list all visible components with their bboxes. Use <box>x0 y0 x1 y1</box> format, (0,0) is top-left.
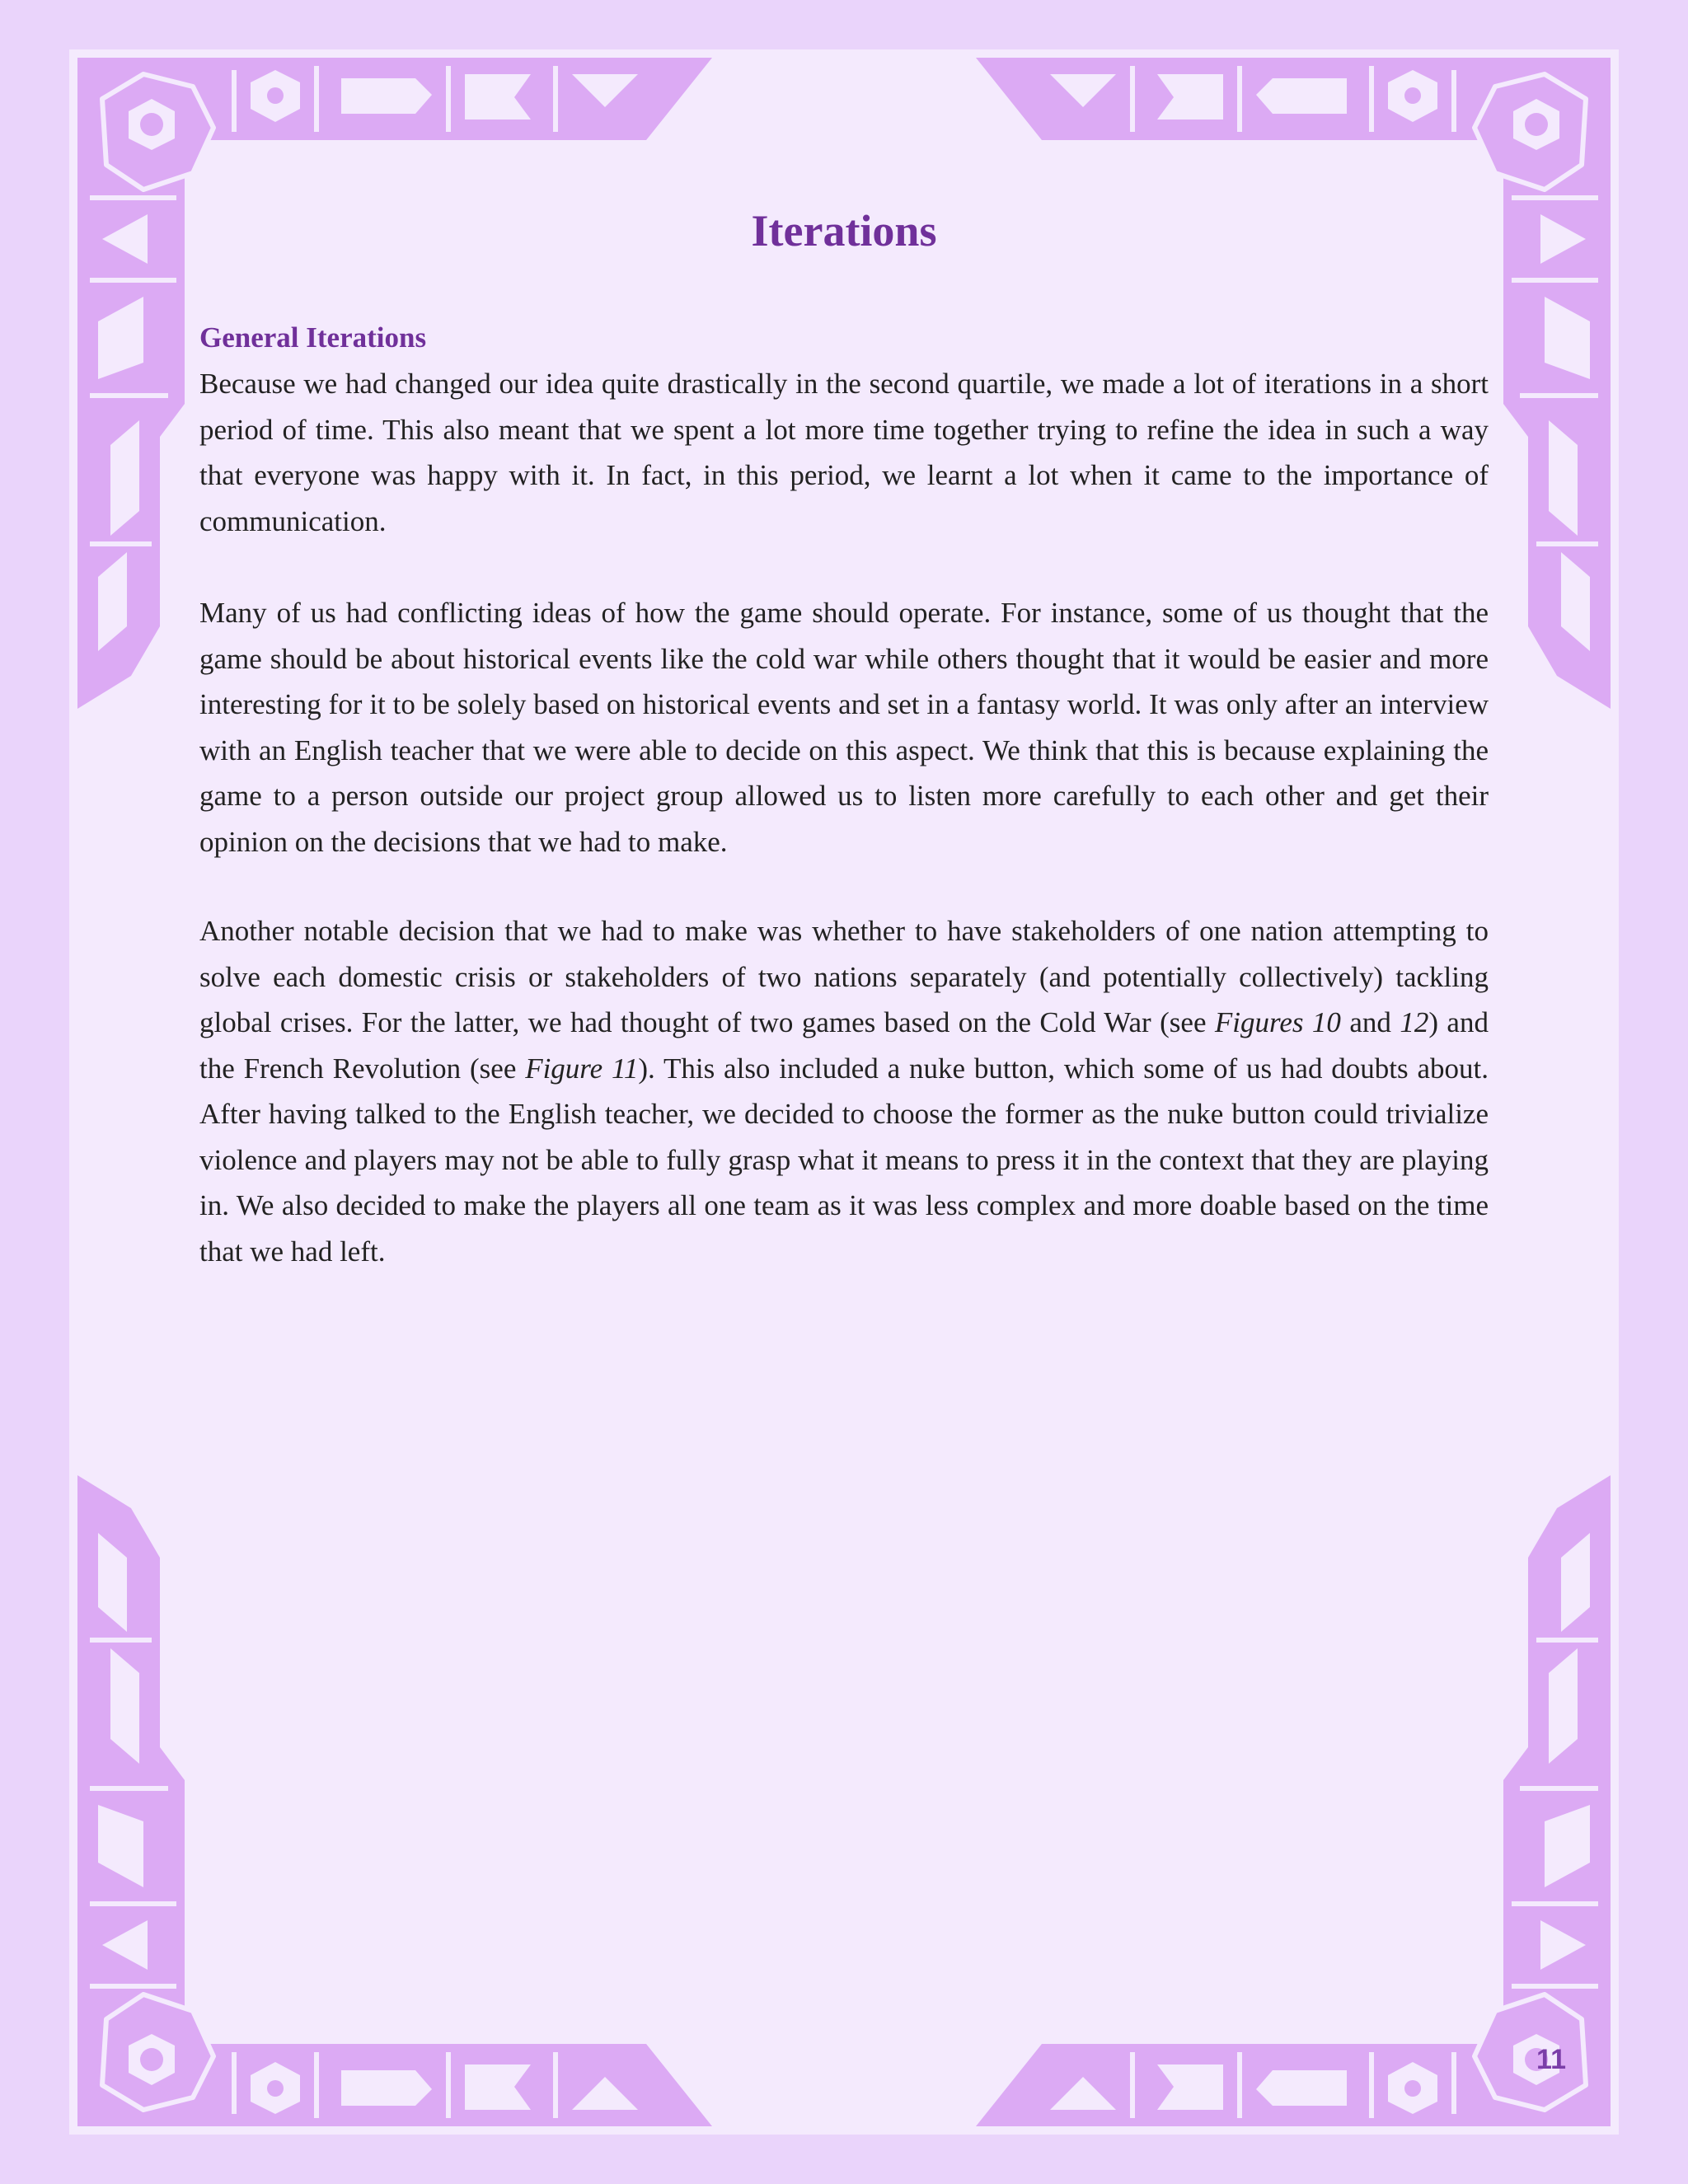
document-page <box>69 49 1619 2135</box>
figure-reference: Figures 10 <box>1214 1006 1341 1038</box>
frame-corner-bottom-right <box>976 1475 1611 2126</box>
paragraph-text: Many of us had conflicting ideas of how the game should operate. For instance, some of us thought that the game should be about historical events like the cold war while others thought that it would be easier and more interesting for it to be solely based on historical events and set in a fantasy world. It was only after an interview with an English teacher that we were able to decide on this aspect. We think that this is because explaining the game to a person outside our project group allowed us to listen more carefully to each other and get their opinion on the decisions that we had to make. <box>199 597 1489 858</box>
figure-reference: 12 <box>1400 1006 1429 1038</box>
paragraph-text: and <box>1340 1006 1400 1038</box>
figure-reference: Figure 11 <box>525 1052 639 1085</box>
paragraph-text: ). This also included a nuke button, which some of us had doubts about. After having talked to the English teacher, we decided to choose the former as the nuke button could trivialize violence and players may not be able to fully grasp what it means to press it in the context that they are playing in. We also decided to make the players all one team as it was less complex and more doable based on the time that we had left. <box>199 1052 1489 1268</box>
body-paragraph-2 <box>199 590 1489 865</box>
frame-corner-bottom-left <box>77 1475 712 2126</box>
paragraph-text: Another notable decision that we had to make was whether to have stakeholders of one nation attempting to solve each domestic crisis or stakeholders of two nations separately (and potentially collectively) tackling global crises. For the latter, we had thought of two games based on the Cold War (see <box>199 915 1489 1038</box>
page-number: 11 <box>1536 2044 1566 2075</box>
paragraph-text: ) and the French Revolution (see <box>199 1006 1489 1085</box>
paragraph-text: Because we had changed our idea quite drastically in the second quartile, we made a lot of iterations in a short period of time. This also meant that we spent a lot more time together trying to refine the idea in such a way that everyone was happy with it. In fact, in this period, we learnt a lot when it came to the importance of communication. <box>199 368 1489 537</box>
body-paragraph-3 <box>199 908 1489 1274</box>
section-heading: General Iterations <box>199 321 427 354</box>
body-paragraph-1 <box>199 361 1489 544</box>
page-title: Iterations <box>751 206 937 255</box>
